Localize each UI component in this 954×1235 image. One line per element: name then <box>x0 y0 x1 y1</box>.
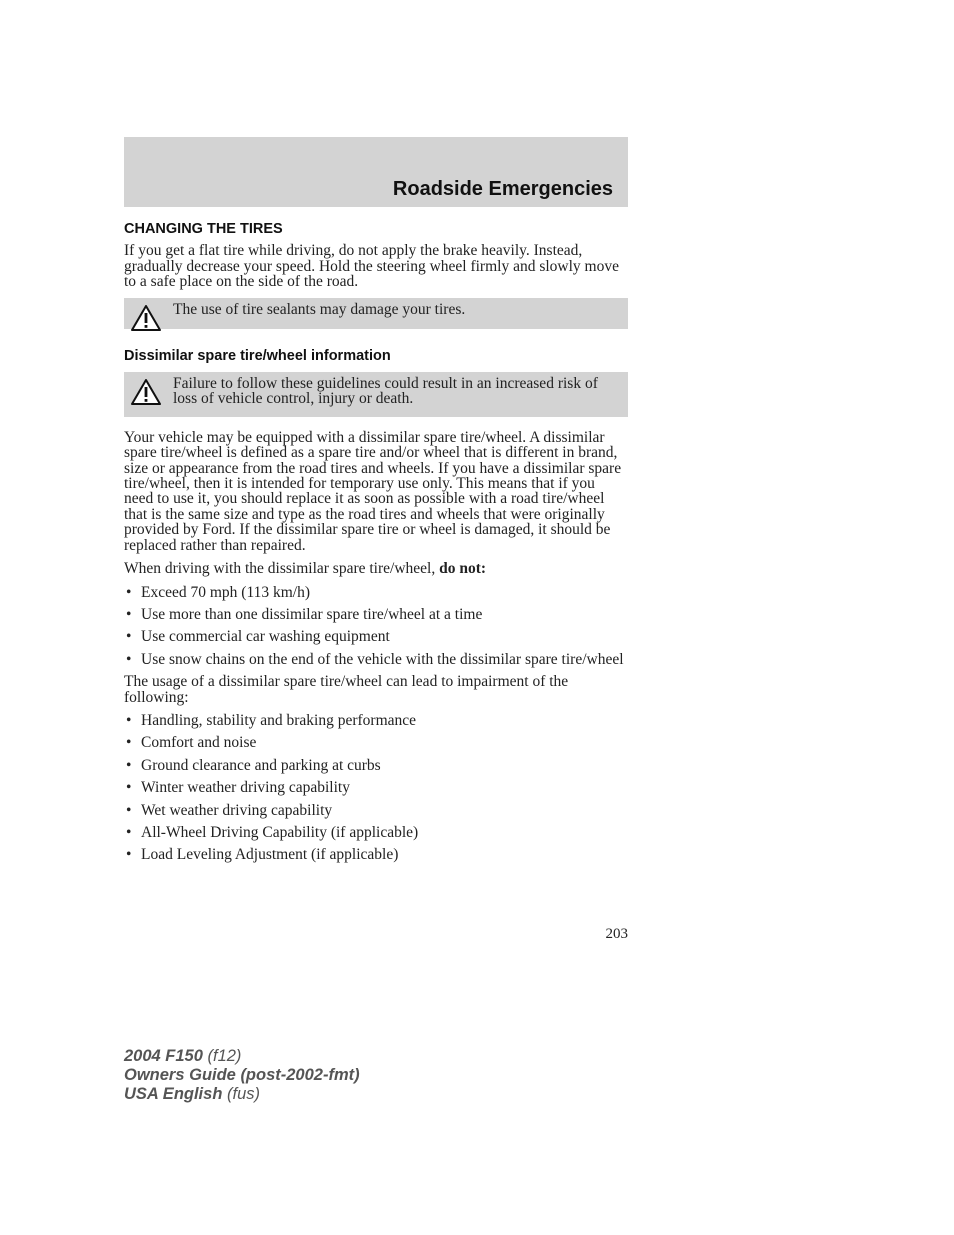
impairment-lead: The usage of a dissimilar spare tire/wheel can lead to impairment of the following: <box>124 673 569 706</box>
dissimilar-paragraph: Your vehicle may be equipped with a dissimilar spare tire/wheel. A dissimilar spare tire/wheel is defined as a spare tire and/or wheel that is different in brand, size or appearance from the road tires and wheels. If you have a dissimilar spare tire/wheel, then it is intended for temporary use only. This means that if you need to use it, you should replace it as soon as possible with a road tire/wheel that is the same size and type as the road tires and wheels that were originally provided by Ford. If the dissimilar spare tire or wheel is damaged, it should be replaced rather than repaired. <box>124 428 622 554</box>
footer-model-code: (f12) <box>202 1047 242 1065</box>
do-not-bold: do not: <box>439 560 487 578</box>
intro-paragraph: If you get a flat tire while driving, do not apply the brake heavily. Instead, gradually decrease your speed. Hold the steering wheel firmly and slowly move to a safe place on the side of the road. <box>124 242 619 291</box>
list-item: • Use commercial car washing equipment <box>124 629 628 644</box>
warning-box-sealants <box>124 298 628 329</box>
list-item: • Use snow chains on the end of the vehicle with the dissimilar spare tire/wheel <box>124 652 628 667</box>
page-number: 203 <box>605 926 628 942</box>
list-item: • Ground clearance and parking at curbs <box>124 758 628 773</box>
page-title: Roadside Emergencies <box>392 178 613 200</box>
impairment-list <box>124 713 628 863</box>
warning-triangle-icon <box>130 378 162 406</box>
do-not-lead-text: When driving with the dissimilar spare tire/wheel, <box>124 560 440 578</box>
section-heading: CHANGING THE TIRES <box>124 221 283 237</box>
warning-text-guidelines: Failure to follow these guidelines could result in an increased risk of loss of vehicle control, injury or death. <box>173 375 598 408</box>
list-item: • Comfort and noise <box>124 735 628 750</box>
list-item: • Exceed 70 mph (113 km/h) <box>124 585 628 600</box>
footer-language: USA English <box>124 1085 223 1103</box>
list-item: • Winter weather driving capability <box>124 780 628 795</box>
warning-triangle-icon <box>130 304 162 332</box>
footer-line-3 <box>124 1085 360 1104</box>
list-item: • Use more than one dissimilar spare tire/wheel at a time <box>124 607 628 622</box>
subsection-heading: Dissimilar spare tire/wheel information <box>124 347 391 364</box>
footer-line-2 <box>124 1066 360 1085</box>
footer-line-1 <box>124 1047 360 1066</box>
list-item: • Load Leveling Adjustment (if applicable) <box>124 847 628 862</box>
footer-guide: Owners Guide (post-2002-fmt) <box>124 1066 360 1084</box>
list-item: • Handling, stability and braking performance <box>124 713 628 728</box>
do-not-list <box>124 585 628 668</box>
list-item: • All-Wheel Driving Capability (if applicable) <box>124 825 628 840</box>
content <box>124 220 628 870</box>
do-not-lead <box>124 561 628 576</box>
list-item: • Wet weather driving capability <box>124 803 628 818</box>
header-band <box>124 137 628 207</box>
footer-model: 2004 F150 <box>124 1047 203 1065</box>
footer <box>124 1047 360 1104</box>
warning-box-guidelines <box>124 372 628 417</box>
warning-text-sealants: The use of tire sealants may damage your tires. <box>173 300 466 318</box>
footer-language-code: (fus) <box>222 1085 260 1103</box>
